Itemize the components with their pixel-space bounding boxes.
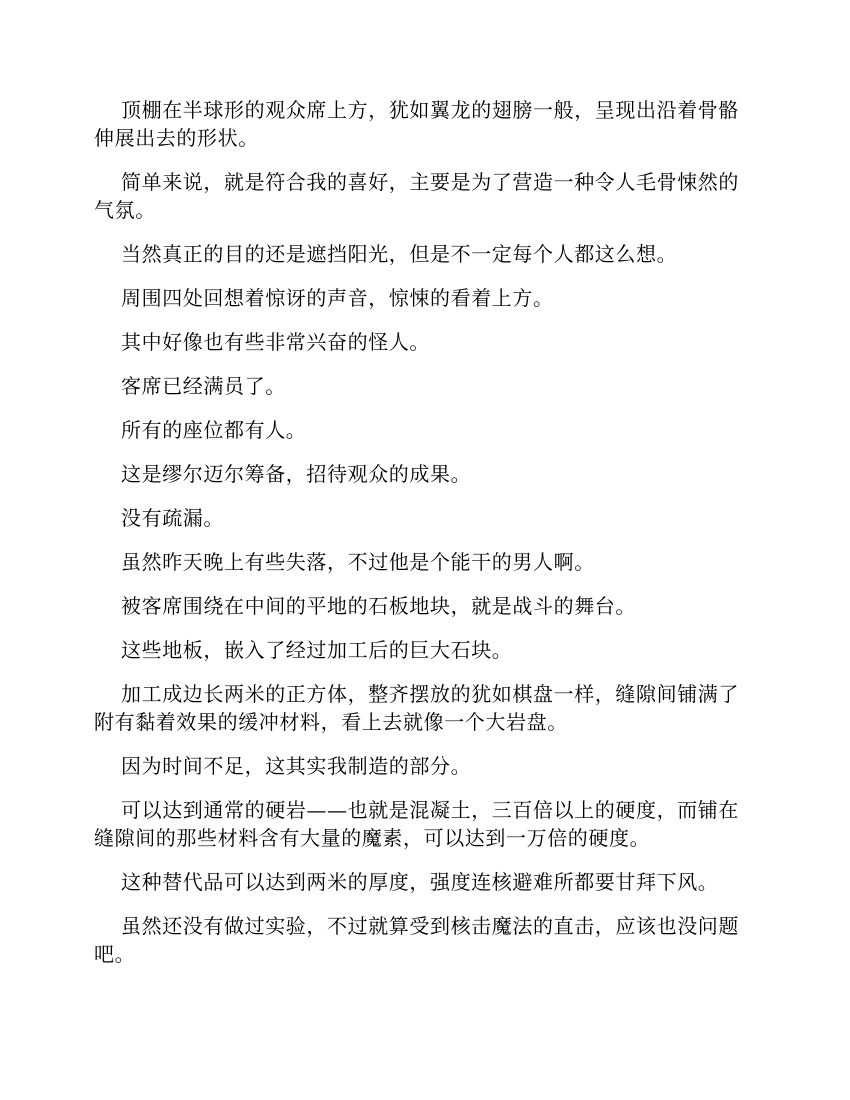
paragraph-11: 被客席围绕在中间的平地的石板地块，就是战斗的舞台。	[121, 594, 636, 618]
paragraph-17: 虽然还没有做过实验，不过就算受到核击魔法的直击，应该也没问题吧。	[94, 914, 739, 966]
paragraph-3: 当然真正的目的还是遮挡阳光，但是不一定每个人都这么想。	[121, 242, 678, 266]
paragraph-7: 所有的座位都有人。	[121, 418, 307, 442]
paragraph-4: 周围四处回想着惊讶的声音，惊悚的看着上方。	[121, 286, 554, 310]
paragraph-16: 这种替代品可以达到两米的厚度，强度连核避难所都要甘拜下风。	[121, 870, 719, 894]
paragraph-2: 简单来说，就是符合我的喜好，主要是为了营造一种令人毛骨悚然的气氛。	[94, 170, 739, 222]
paragraph-5: 其中好像也有些非常兴奋的怪人。	[121, 330, 430, 354]
paragraph-15: 可以达到通常的硬岩——也就是混凝土，三百倍以上的硬度，而铺在缝隙间的那些材料含有大量的魔素，可以达到一万倍的硬度。	[94, 798, 739, 850]
paragraph-6: 客席已经满员了。	[121, 374, 286, 398]
paragraph-13: 加工成边长两米的正方体，整齐摆放的犹如棋盘一样，缝隙间铺满了附有黏着效果的缓冲材料，看上去就像一个大岩盘。	[94, 682, 739, 734]
paragraph-14: 因为时间不足，这其实我制造的部分。	[121, 754, 472, 778]
paragraph-1: 顶棚在半球形的观众席上方，犹如翼龙的翅膀一般，呈现出沿着骨骼伸展出去的形状。	[94, 98, 739, 150]
paragraph-10: 虽然昨天晚上有些失落，不过他是个能干的男人啊。	[121, 550, 595, 574]
paragraph-12: 这些地板，嵌入了经过加工后的巨大石块。	[121, 638, 513, 662]
paragraph-9: 没有疏漏。	[121, 506, 224, 530]
document-body	[94, 96, 754, 984]
paragraph-8: 这是缪尔迈尔筹备，招待观众的成果。	[121, 462, 472, 486]
